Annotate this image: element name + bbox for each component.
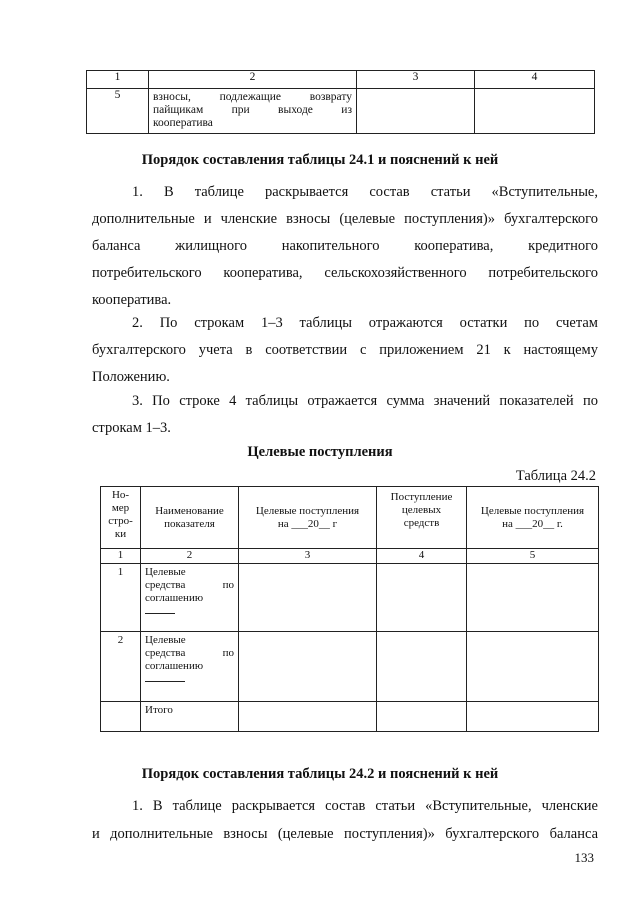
header-line: на ___20__ г	[277, 518, 338, 530]
empty-cell	[101, 702, 141, 732]
total-label: Итого	[141, 702, 239, 732]
row-label-line: соглашению	[145, 592, 204, 604]
col-num-1: 1	[87, 71, 149, 89]
empty-cell	[377, 632, 467, 702]
text-line: и дополнительные взносы (целевые поступления)» бухгалтерского баланса	[92, 826, 598, 842]
header-line: Но-	[111, 489, 130, 501]
paragraph-1	[92, 184, 598, 319]
paragraph-3	[92, 393, 598, 447]
header-receipt-of-funds	[377, 487, 467, 549]
row-label	[141, 632, 239, 702]
col-num-1: 1	[101, 549, 141, 564]
column-number-row	[101, 549, 599, 564]
header-line: стро-	[108, 515, 133, 527]
text-line: 1. В таблице раскрывается состав статьи «Вступительные,	[132, 184, 598, 200]
row-label	[141, 564, 239, 632]
header-line: Целевые поступления	[480, 505, 585, 517]
table-header-row	[101, 487, 599, 549]
text-line: 1. В таблице раскрывается состав статьи «Вступительные, членские	[132, 798, 598, 814]
header-target-receipts-end	[467, 487, 599, 549]
table-row	[87, 89, 595, 134]
blank-line	[145, 605, 234, 618]
text-line: кооператива.	[92, 292, 172, 308]
row-number: 2	[101, 632, 141, 702]
row-number: 5	[87, 89, 149, 134]
row-number: 1	[101, 564, 141, 632]
header-line: на ___20__ г.	[502, 518, 563, 530]
empty-cell	[239, 702, 377, 732]
text-line: бухгалтерского учета в соответствии с приложением 21 к настоящему	[92, 342, 598, 358]
table-2	[100, 486, 599, 732]
paragraph-2	[92, 315, 598, 396]
empty-cell	[475, 89, 595, 134]
col-num-2: 2	[141, 549, 239, 564]
table-row	[87, 71, 595, 89]
header-line: Поступление	[390, 491, 453, 503]
text-line: дополнительные и членские взносы (целевые поступления)» бухгалтерского	[92, 211, 598, 227]
header-line: целевых	[401, 504, 442, 516]
text-line: баланса жилищного накопительного кооператива, кредитного	[92, 238, 598, 254]
col-num-4: 4	[475, 71, 595, 89]
text-line: 3. По строке 4 таблицы отражается сумма значений показателей по	[132, 393, 598, 409]
header-target-receipts-start	[239, 487, 377, 549]
col-num-5: 5	[467, 549, 599, 564]
empty-cell	[467, 632, 599, 702]
empty-cell	[239, 632, 377, 702]
header-line: показателя	[164, 518, 215, 530]
header-line: ки	[114, 528, 127, 540]
paragraph-section-2	[92, 798, 598, 853]
section-heading-2: Порядок составления таблицы 24.2 и пояснений к ней	[141, 766, 499, 782]
table-row	[101, 564, 599, 632]
header-line: Наименование	[155, 505, 224, 517]
row-label-line: Целевые	[145, 566, 186, 578]
table-2-caption: Таблица 24.2	[515, 468, 596, 484]
header-line: Целевые поступления	[255, 505, 360, 517]
section-heading-1: Порядок составления таблицы 24.1 и пояснений к ней	[141, 152, 499, 168]
header-line: мер	[111, 502, 130, 514]
row-label-line: пайщикам при выходе из	[153, 104, 352, 116]
header-line: средств	[403, 517, 440, 529]
row-label-line: средства по	[145, 647, 234, 659]
row-label-line: Целевые	[145, 634, 186, 646]
empty-cell	[467, 702, 599, 732]
table-2-title: Целевые поступления	[247, 444, 393, 460]
page-number: 133	[574, 850, 594, 865]
col-num-4: 4	[377, 549, 467, 564]
row-label-line: кооператива	[153, 117, 213, 129]
header-indicator-name	[141, 487, 239, 549]
text-line: 2. По строкам 1–3 таблицы отражаются остатки по счетам	[132, 315, 598, 331]
text-line: Положению.	[92, 369, 170, 385]
table-1	[86, 70, 595, 134]
table-row	[101, 632, 599, 702]
row-label-line: взносы, подлежащие возврату	[153, 91, 352, 103]
text-line: потребительского кооператива, сельскохозяйственного потребительского	[92, 265, 598, 281]
col-num-2: 2	[149, 71, 357, 89]
empty-cell	[357, 89, 475, 134]
col-num-3: 3	[357, 71, 475, 89]
empty-cell	[239, 564, 377, 632]
total-row	[101, 702, 599, 732]
row-label-line: средства по	[145, 579, 234, 591]
empty-cell	[377, 702, 467, 732]
row-label	[149, 89, 357, 134]
text-line: строкам 1–3.	[92, 420, 171, 436]
col-num-3: 3	[239, 549, 377, 564]
empty-cell	[467, 564, 599, 632]
empty-cell	[377, 564, 467, 632]
row-label-line: соглашению	[145, 660, 204, 672]
blank-line	[145, 673, 234, 686]
header-row-number	[101, 487, 141, 549]
